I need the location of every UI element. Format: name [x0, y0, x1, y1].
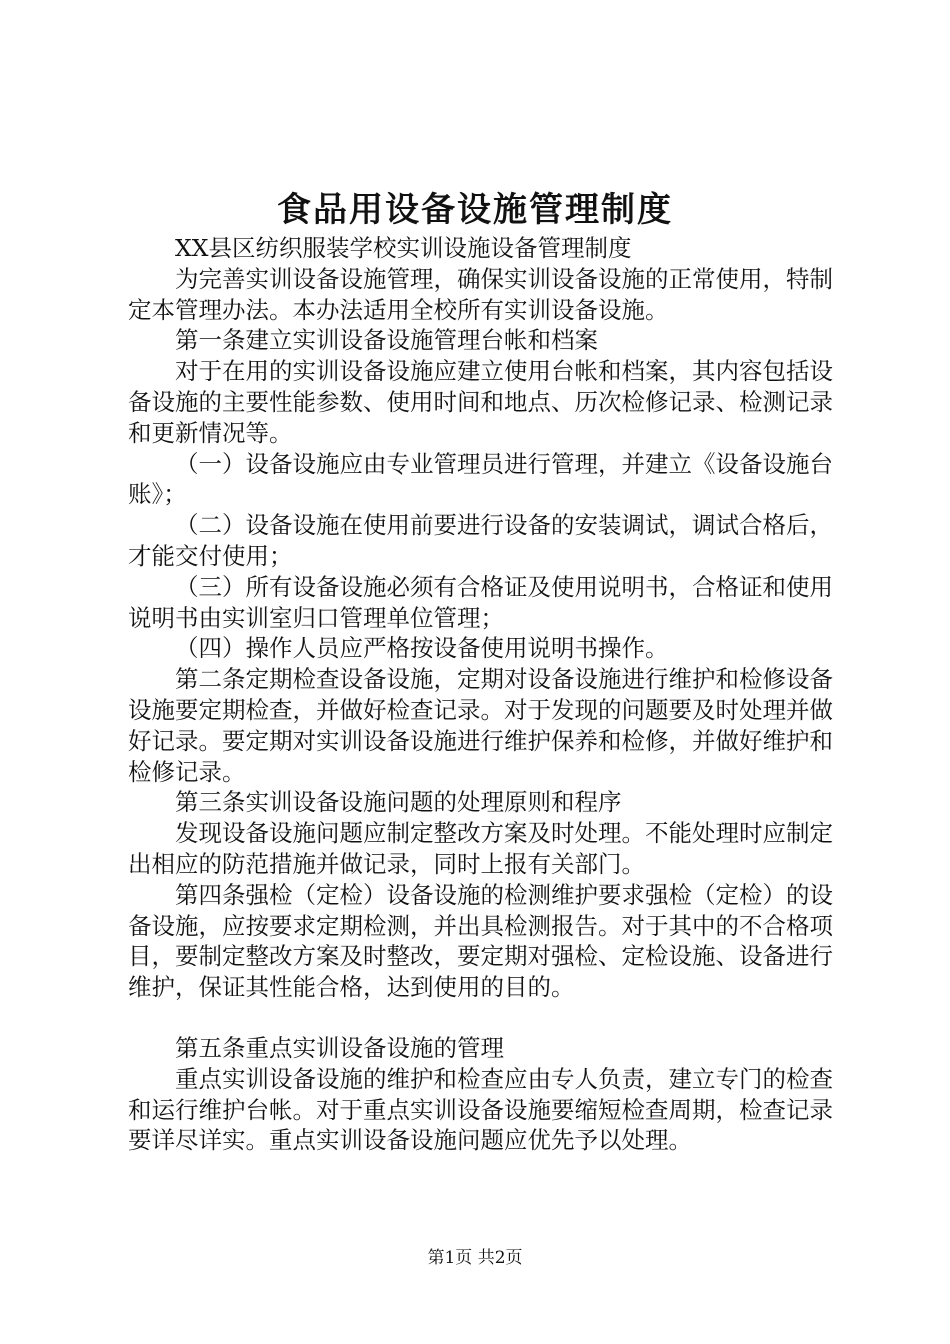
article-1-item-1: （一）设备设施应由专业管理员进行管理，并建立《设备设施台账》；: [128, 449, 833, 509]
article-2-paragraph: 第二条定期检查设备设施，定期对设备设施进行维护和检修设备设施要定期检查，并做好检查记录。对于发现的问题要及时处理并做好记录。要定期对实训设备设施进行维护保养和检修，并做好维护和检修记录。: [128, 665, 833, 786]
article-3-heading: 第三条实训设备设施问题的处理原则和程序: [175, 788, 622, 817]
article-5-heading: 第五条重点实训设备设施的管理: [175, 1033, 504, 1062]
paragraph-subtitle: XX县区纺织服装学校实训设施设备管理制度: [175, 234, 632, 262]
paragraph-intro: 为完善实训设备设施管理，确保实训设备设施的正常使用，特制定本管理办法。本办法适用全校所有实训设备设施。: [128, 264, 833, 324]
document-body: [128, 233, 833, 1156]
article-1-item-2: （二）设备设施在使用前要进行设备的安装调试，调试合格后，才能交付使用；: [128, 511, 833, 570]
article-5-body: 重点实训设备设施的维护和检查应由专人负责，建立专门的检查和运行维护台帐。对于重点实训设备设施要缩短检查周期，检查记录要详尽详实。重点实训设备设施问题应优先予以处理。: [128, 1064, 833, 1155]
article-1-body: 对于在用的实训设备设施应建立使用台帐和档案，其内容包括设备设施的主要性能参数、使用时间和地点、历次检修记录、检测记录和更新情况等。: [128, 357, 833, 447]
page-title: 食品用设备设施管理制度: [277, 190, 673, 230]
article-3-body: 发现设备设施问题应制定整改方案及时处理。不能处理时应制定出相应的防范措施并做记录，同时上报有关部门。: [128, 819, 833, 878]
article-1-heading: 第一条建立实训设备设施管理台帐和档案: [175, 326, 598, 355]
article-1-item-3: （三）所有设备设施必须有合格证及使用说明书，合格证和使用说明书由实训室归口管理单位管理；: [128, 572, 833, 632]
page-number: 第1页 共2页: [427, 1248, 523, 1268]
article-1-item-4: （四）操作人员应严格按设备使用说明书操作。: [175, 634, 669, 663]
article-4-paragraph: 第四条强检（定检）设备设施的检测维护要求强检（定检）的设备设施，应按要求定期检测，并出具检测报告。对于其中的不合格项目，要制定整改方案及时整改，要定期对强检、定检设施、设备进行维护，保证其性能合格，达到使用的目的。: [128, 880, 833, 1002]
